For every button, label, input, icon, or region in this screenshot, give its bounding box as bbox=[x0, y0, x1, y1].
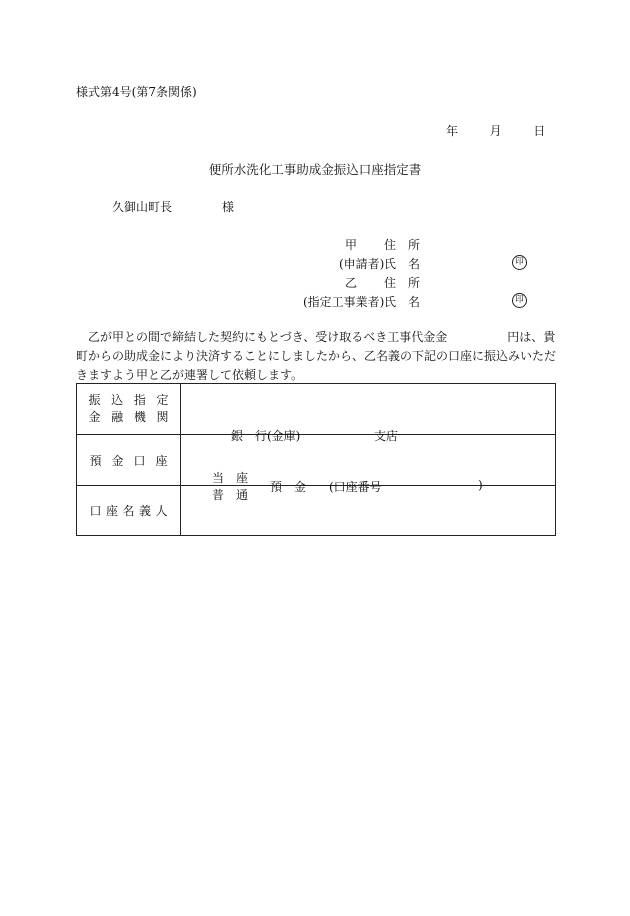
account-header-cell bbox=[77, 435, 181, 486]
bank-label: 銀 行(金庫) bbox=[231, 429, 301, 443]
bank-account-table bbox=[76, 383, 556, 536]
party-a-name-label: 氏 名 bbox=[384, 257, 421, 271]
branch-label: 支店 bbox=[374, 429, 399, 443]
addressee-name: 久御山町長 bbox=[112, 200, 173, 214]
bank-header-line1: 振込指定 bbox=[88, 393, 169, 407]
party-b-role: (指定工事業者) bbox=[303, 295, 385, 309]
holder-header-label: 口座名義人 bbox=[89, 504, 168, 518]
party-a-seal-mark: 印 bbox=[512, 255, 527, 270]
account-header-label: 預金口座 bbox=[89, 453, 168, 468]
account-number-close: ) bbox=[478, 478, 483, 492]
account-type-current: 当 座 bbox=[212, 471, 249, 485]
document-title: 便所水洗化工事助成金振込口座指定書 bbox=[208, 162, 422, 177]
honorific: 様 bbox=[222, 200, 235, 214]
party-b-address-label: 住 所 bbox=[384, 276, 421, 290]
party-b-name-label: 氏 名 bbox=[384, 295, 421, 309]
date-month-label: 月 bbox=[489, 124, 502, 138]
bank-header-line2: 金融機関 bbox=[88, 410, 169, 424]
request-paragraph bbox=[76, 328, 556, 385]
bank-value-cell bbox=[181, 384, 556, 443]
party-b-seal-mark: 印 bbox=[512, 293, 527, 308]
party-a-role: (申請者) bbox=[339, 257, 385, 271]
bank-header-cell bbox=[77, 384, 181, 435]
table-row-account bbox=[77, 435, 556, 486]
deposit-label: 預 金 bbox=[270, 480, 307, 494]
party-b-label: 乙 bbox=[345, 276, 358, 290]
account-number-label: (口座番号 bbox=[329, 480, 382, 494]
date-year-label: 年 bbox=[446, 124, 459, 138]
date-line bbox=[446, 122, 545, 139]
party-a-address-label: 住 所 bbox=[384, 238, 421, 252]
holder-header-cell bbox=[77, 486, 181, 536]
party-a-label: 甲 bbox=[345, 238, 358, 252]
account-type-ordinary: 普 通 bbox=[212, 488, 249, 502]
request-paragraph-text: 乙が甲との間で締結した契約にもとづき、受け取るべき工事代金金 円は、貴町からの助成金により決済することにしましたから、乙名義の下記の口座に振込みいただきますよう甲と乙が連署して依頼します。 bbox=[76, 330, 557, 382]
table-row-bank bbox=[77, 384, 556, 435]
form-number: 様式第4号(第7条関係) bbox=[76, 85, 197, 99]
date-day-label: 日 bbox=[533, 124, 546, 138]
addressee bbox=[112, 198, 234, 215]
table-row-holder bbox=[77, 486, 556, 536]
